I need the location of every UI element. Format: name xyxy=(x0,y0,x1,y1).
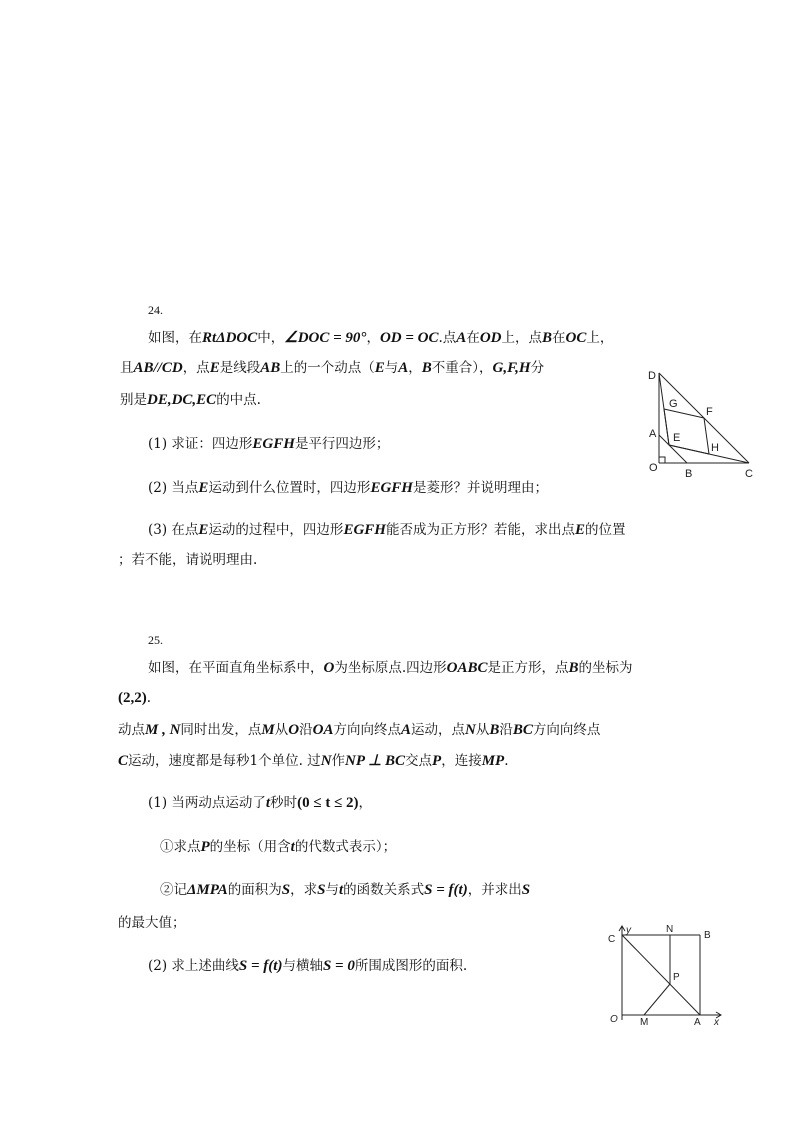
p24-intro-line: 如图，在RtΔDOC中，∠DOC = 90°，OD = OC.点A在OD上，点B在OC上， xyxy=(148,330,614,346)
p24-question-1: (1) 求证：四边形EGFH是平行四边形； xyxy=(148,436,390,452)
label-C: C xyxy=(608,934,616,945)
label-P: P xyxy=(673,972,680,983)
label-A: A xyxy=(694,1017,701,1027)
label-C: C xyxy=(745,468,753,480)
label-F: F xyxy=(706,406,713,418)
label-O: O xyxy=(610,1014,618,1025)
p25-question-1: (1) 当两动点运动了t秒时(0 ≤ t ≤ 2)， xyxy=(148,795,373,811)
p25-line-3: C运动，速度都是每秒1个单位. 过N作NP ⊥ BC交点P，连接MP. xyxy=(118,753,509,769)
p25-question-2: (2) 求上述曲线S = f(t)与横轴S = 0所围成图形的面积. xyxy=(148,958,468,974)
label-O: O xyxy=(649,462,658,474)
p24-question-2: (2) 当点E运动到什么位置时，四边形EGFH是菱形？并说明理由； xyxy=(148,480,548,496)
label-y: y xyxy=(626,925,631,936)
segment-GF xyxy=(664,409,704,418)
p25-line-2: 动点M , N同时出发，点M从O沿OA方向向终点A运动，点N从B沿BC方向向终点 xyxy=(118,722,601,738)
label-H: H xyxy=(711,442,719,454)
p25-intro-line: 如图，在平面直角坐标系中，O为坐标原点.四边形OABC是正方形，点B的坐标为 xyxy=(148,660,633,676)
p25-coordinate: (2,2). xyxy=(118,690,152,706)
p24-question-3: (3) 在点E运动的过程中，四边形EGFH能否成为正方形？若能，求出点E的位置 xyxy=(148,522,626,538)
p25-question-1b-cont: 的最大值； xyxy=(118,915,186,931)
p24-question-3-cont: ；若不能，请说明理由. xyxy=(118,552,258,568)
label-x: x xyxy=(714,1017,719,1027)
label-G: G xyxy=(669,398,678,410)
label-D: D xyxy=(648,370,656,382)
segment-EG xyxy=(664,409,669,445)
label-B: B xyxy=(704,930,711,941)
p24-triangle-figure xyxy=(645,367,755,482)
p25-coordinate-figure xyxy=(600,922,730,1027)
label-M: M xyxy=(640,1017,649,1027)
segment-FH xyxy=(704,418,709,454)
p24-line-3: 别是DE,DC,EC的中点. xyxy=(120,392,261,408)
label-N: N xyxy=(666,924,674,935)
diagonal-CA xyxy=(622,935,700,1015)
right-angle-mark xyxy=(659,457,665,463)
p25-question-1b: ②记ΔMPA的面积为S，求S与t的函数关系式S = f(t)，并求出S xyxy=(160,882,531,898)
label-A: A xyxy=(649,428,657,440)
segment-MP xyxy=(644,984,670,1015)
label-B: B xyxy=(685,468,693,480)
segment-EH xyxy=(669,445,709,454)
problem-24-number: 24. xyxy=(148,303,163,317)
p24-line-2: 且AB//CD，点E是线段AB上的一个动点（E与A，B不重合），G,F,H分 xyxy=(120,360,545,376)
p25-question-1a: ①求点P的坐标（用含t的代数式表示）； xyxy=(160,839,397,855)
problem-25-number: 25. xyxy=(148,633,163,647)
label-E: E xyxy=(673,432,681,444)
